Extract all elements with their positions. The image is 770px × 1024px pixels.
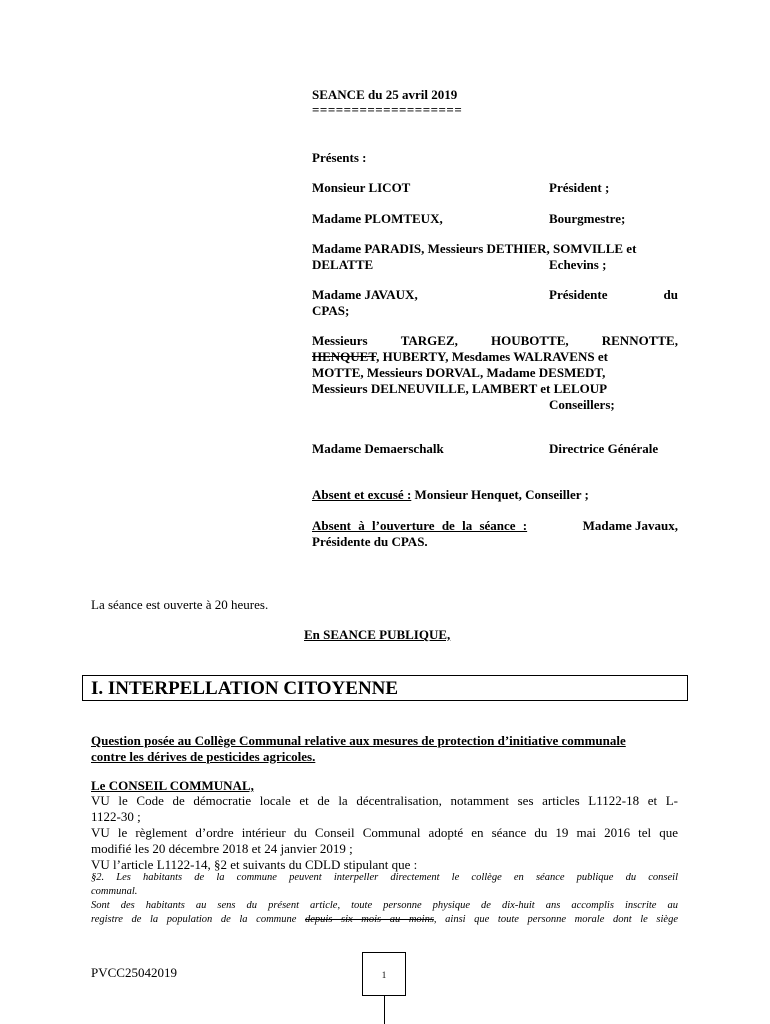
- echevins-line: Madame PARADIS, Messieurs DETHIER, SOMVILLE et: [312, 241, 637, 256]
- quote-text: registre de la population de la commune: [91, 914, 305, 925]
- page-divider: [384, 996, 385, 1024]
- attendee-name: Madame Demaerschalk: [312, 441, 444, 456]
- council-heading: Le CONSEIL COMMUNAL,: [91, 778, 254, 793]
- attendee-licot: [312, 180, 678, 196]
- opening-line2: Présidente du CPAS.: [312, 534, 428, 549]
- page-number: 1: [362, 952, 406, 996]
- presents-label: Présents :: [312, 150, 367, 165]
- quote-text: , ainsi que toute personne morale dont le siège: [433, 914, 679, 925]
- question-line: Question posée au Collège Communal relative aux mesures de protection d’initiative communale: [91, 733, 626, 748]
- seance-title: SEANCE du 25 avril 2019: [312, 87, 458, 102]
- attendee-plomteux: [312, 211, 678, 227]
- absent-opening: [312, 518, 678, 550]
- conseillers-word: TARGEZ,: [400, 333, 458, 348]
- attendee-name: Monsieur LICOT: [312, 180, 411, 195]
- attendee-name: DELATTE: [312, 257, 374, 272]
- attendee-conseillers: [312, 333, 678, 413]
- vu-line: VU l’article L1122-14, §2 et suivants du CDLD stipulant que :: [91, 857, 418, 872]
- vu-line: 1122-30 ;: [91, 809, 141, 824]
- question-title: [91, 733, 678, 765]
- conseillers-word: Messieurs: [312, 333, 368, 348]
- attendee-role: Bourgmestre;: [549, 211, 626, 226]
- attendee-name: Madame PLOMTEUX,: [312, 211, 443, 226]
- question-line: contre les dérives de pesticides agricoles.: [91, 749, 316, 764]
- section-title: I. INTERPELLATION CITOYENNE: [82, 675, 688, 701]
- attendee-role-line2: CPAS;: [312, 303, 350, 318]
- attendee-role: Echevins ;: [549, 257, 607, 272]
- conseillers-word: RENNOTTE,: [601, 333, 678, 348]
- attendee-role: Conseillers;: [549, 397, 615, 412]
- vu-line: modifié les 20 décembre 2018 et 24 janvier 2019 ;: [91, 841, 353, 856]
- absent-excuse: [312, 487, 678, 503]
- conseillers-word: HOUBOTTE,: [490, 333, 569, 348]
- struck-name: HENQUET: [312, 349, 377, 364]
- absent-text: Monsieur Henquet, Conseiller ;: [411, 487, 589, 502]
- vu-line: VU le Code de démocratie locale et de la décentralisation, notamment ses articles L1122-18 et L-: [91, 793, 678, 808]
- struck-text: depuis six mois au moins: [305, 914, 434, 925]
- quote-line: §2. Les habitants de la commune peuvent interpeller directement le collège en séance publique du conseil: [91, 872, 678, 883]
- conseillers-line3: MOTTE, Messieurs DORVAL, Madame DESMEDT,: [312, 365, 606, 380]
- opening-text: Madame Javaux,: [582, 518, 678, 533]
- public-session: En SEANCE PUBLIQUE,: [304, 627, 451, 642]
- opening-label: Absent à l’ouverture de la séance :: [312, 518, 528, 533]
- attendee-role-cont: du: [663, 287, 678, 302]
- vu-line: VU le règlement d’ordre intérieur du Conseil Communal adopté en séance du 19 mai 2016 tel que: [91, 825, 678, 840]
- attendee-echevins: [312, 241, 678, 273]
- attendee-dg: [312, 441, 678, 457]
- attendee-javaux: [312, 287, 678, 319]
- vu-block: [91, 793, 678, 873]
- attendee-role: Directrice Générale: [549, 441, 659, 456]
- document-reference: PVCC25042019: [91, 965, 177, 980]
- quote-line: [91, 913, 678, 927]
- quote-line: communal.: [91, 886, 138, 897]
- attendee-role: Président ;: [549, 180, 610, 195]
- attendee-role: Présidente: [549, 287, 608, 302]
- conseillers-line4: Messieurs DELNEUVILLE, LAMBERT et LELOUP: [312, 381, 608, 396]
- title-underline: ===================: [312, 102, 463, 117]
- attendee-name: Madame JAVAUX,: [312, 287, 418, 302]
- quoted-article: [91, 871, 678, 927]
- opening-time: La séance est ouverte à 20 heures.: [91, 597, 269, 612]
- absent-label: Absent et excusé :: [312, 487, 412, 502]
- conseillers-line2: , HUBERTY, Mesdames WALRAVENS et: [376, 349, 608, 364]
- quote-line: Sont des habitants au sens du présent article, toute personne physique de dix-huit ans accomplis inscrite au: [91, 900, 678, 911]
